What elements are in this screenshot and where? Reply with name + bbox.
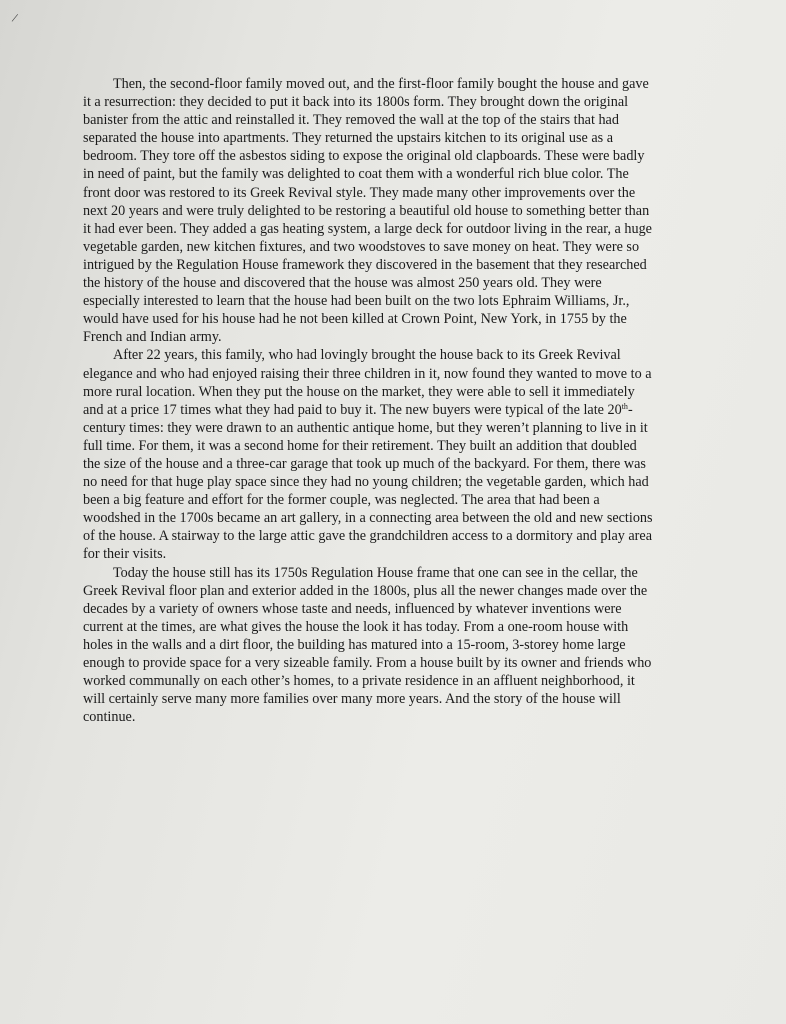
text-line: will certainly serve many more families over many more years. And the story of the house will	[83, 691, 621, 708]
text-line: been a big feature and effort for the former couple, was neglected. The area that had been a	[83, 492, 600, 509]
text-line: separated the house into apartments. They returned the upstairs kitchen to its original use as a	[83, 130, 614, 147]
text-line: Greek Revival floor plan and exterior added in the 1800s, plus all the newer changes made over the	[83, 582, 648, 599]
text-line: full time. For them, it was a second home for their retirement. They built an addition that doubled	[83, 437, 637, 454]
ordinal-superscript: th	[621, 401, 628, 411]
text-line: vegetable garden, new kitchen fixtures, and two woodstoves to save money on heat. They were so	[83, 238, 640, 255]
text-line: enough to provide space for a very sizeable family. From a house built by its owner and friends who	[83, 655, 652, 671]
corner-pen-mark: /	[10, 9, 20, 26]
text-line: would have used for his house had he not been killed at Crown Point, New York, in 1755 by the	[83, 311, 627, 328]
text-line: next 20 years and were truly delighted to be restoring a beautiful old house to something better than	[83, 202, 650, 219]
paragraph-3	[83, 564, 709, 727]
text-line-main: and at a price 17 times what they had paid to buy it. The new buyers were typical of the late 20	[83, 401, 622, 418]
paragraph-2	[83, 346, 709, 563]
text-line: elegance and who had enjoyed raising their three children in it, now found they wanted to move to a	[83, 365, 652, 382]
text-line: holes in the walls and a dirt floor, the building has matured into a 15-room, 3-storey home large	[83, 636, 626, 653]
body-text	[83, 75, 709, 726]
text-line: for their visits.	[83, 546, 167, 563]
text-line: the history of the house and discovered that the house was almost 250 years old. They were	[83, 275, 602, 292]
text-line: banister from the attic and reinstalled it. They removed the wall at the top of the stairs that had	[83, 112, 619, 129]
text-line: front door was restored to its Greek Revival style. They made many other improvements over the	[83, 184, 636, 201]
hyphen: -	[627, 401, 633, 418]
text-line: no need for that huge play space since they had no young children; the vegetable garden, which had	[83, 474, 649, 491]
text-line: continue.	[83, 709, 136, 726]
text-line: of the house. A stairway to the large attic gave the grandchildren access to a dormitory and play area	[83, 528, 653, 545]
text-line: it had ever been. They added a gas heating system, a large deck for outdoor living in the rear, a huge	[83, 220, 652, 237]
text-line: Then, the second-floor family moved out, and the first-floor family bought the house and gave	[113, 76, 649, 92]
text-line-with-superscript	[83, 401, 709, 419]
text-line: current at the times, are what gives the house the look it has today. From a one-room house with	[83, 618, 629, 635]
text-line: After 22 years, this family, who had lovingly brought the house back to its Greek Revival	[113, 347, 621, 364]
text-line: decades by a variety of owners whose taste and needs, influenced by whatever inventions were	[83, 600, 622, 617]
text-line: intrigued by the Regulation House framework they discovered in the basement that they researched	[83, 256, 647, 273]
text-line: especially interested to learn that the house had been built on the two lots Ephraim Williams, Jr.,	[83, 293, 630, 310]
paragraph-1	[83, 75, 709, 346]
text-line: Today the house still has its 1750s Regulation House frame that one can see in the cellar, the	[113, 564, 638, 581]
text-line: it a resurrection: they decided to put it back into its 1800s form. They brought down the original	[83, 94, 629, 111]
text-line: woodshed in the 1700s became an art gallery, in a connecting area between the old and new sections	[83, 510, 653, 527]
text-line: worked communally on each other’s homes, to a private residence in an affluent neighborhood, it	[83, 673, 635, 690]
text-line: the size of the house and a three-car garage that took up much of the backyard. For them, there was	[83, 455, 646, 472]
text-line: French and Indian army.	[83, 329, 222, 346]
text-line: century times: they were drawn to an authentic antique home, but they weren’t planning to live in it	[83, 419, 648, 436]
text-line: more rural location. When they put the house on the market, they were able to sell it immediately	[83, 383, 635, 400]
text-line: bedroom. They tore off the asbestos siding to expose the original old clapboards. These were badly	[83, 148, 645, 165]
text-line: in need of paint, but the family was delighted to coat them with a wonderful rich blue color. The	[83, 166, 629, 183]
